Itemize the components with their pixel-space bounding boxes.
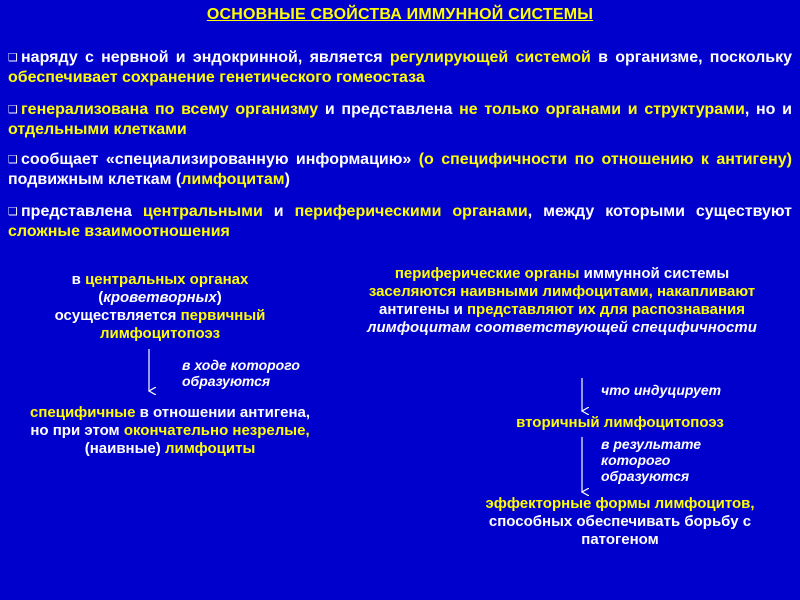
block-highlight: вторичный лимфоцитопоэз: [516, 414, 724, 431]
bullet-highlight: регулирующей системой: [389, 49, 591, 66]
bullet-text: наряду с нервной и эндокринной, является: [21, 49, 390, 66]
checkbox-bullet-icon: ❑: [8, 52, 18, 64]
left-transition-note: в ходе которого образуются: [182, 357, 300, 389]
block-highlight: окончательно незрелые,: [123, 422, 310, 439]
checkbox-bullet-icon: ❑: [8, 206, 18, 218]
bullet-highlight: (о специфичности по отношению к антигену): [418, 151, 793, 168]
block-highlight: представляют их для распознавания: [466, 301, 745, 318]
bullet-text: , между которыми существуют: [527, 203, 793, 220]
bullet-highlight: лимфоцитам: [181, 171, 285, 188]
block-highlight: центральных органах: [85, 271, 249, 288]
bullet-text: и представлена: [318, 101, 460, 118]
block-highlight: первичный лимфоцитопоэз: [99, 307, 266, 342]
bullet-text: представлена: [21, 203, 143, 220]
block-text: в: [71, 271, 86, 288]
block-text: антигены и: [378, 301, 467, 318]
block-italic: кроветворных: [103, 289, 217, 306]
checkbox-bullet-icon: ❑: [8, 104, 18, 116]
block-text: (: [98, 289, 104, 306]
bullet-text: сообщает «специализированную информацию»: [21, 151, 419, 168]
bullet-text: в организме, поскольку: [590, 49, 793, 66]
block-italic: лимфоцитам соответствующей специфичности: [367, 319, 757, 336]
bullet-text: , но и: [744, 101, 793, 118]
bullet-highlight: сложные взаимоотношения: [8, 223, 230, 240]
block-text: способных обеспечивать борьбу с патогеном: [488, 513, 752, 548]
block-text: в отношении антигена, но при этом: [30, 404, 311, 439]
block-highlight: заселяются наивными лимфоцитами, накапливают: [368, 283, 756, 300]
block-highlight: специфичные: [29, 404, 136, 421]
right-transition-note: что индуцирует: [601, 382, 722, 398]
bullet-highlight: генерализована по всему организму: [21, 101, 319, 118]
bullet-text: и: [262, 203, 295, 220]
bullet-text: ): [284, 171, 290, 188]
slide-title: ОСНОВНЫЕ СВОЙСТВА ИММУННОЙ СИСТЕМЫ: [206, 6, 594, 23]
block-text: ): [216, 289, 222, 306]
right-result-note: в результате которого образуются: [601, 436, 702, 484]
block-text: иммунной системы: [579, 265, 730, 282]
bullet-highlight: отдельными клетками: [8, 121, 187, 138]
bullet-highlight: центральными: [142, 203, 263, 220]
block-text: осуществляется: [54, 307, 181, 324]
block-text: (наивные): [84, 440, 165, 457]
bullet-highlight: не только органами и структурами: [459, 101, 745, 118]
bullet-highlight: периферическими органами: [294, 203, 528, 220]
block-highlight: эффекторные формы лимфоцитов,: [485, 495, 755, 512]
block-highlight: лимфоциты: [164, 440, 256, 457]
bullet-highlight: обеспечивает сохранение генетического гомеостаза: [8, 69, 425, 86]
checkbox-bullet-icon: ❑: [8, 154, 18, 166]
bullet-text: подвижным клеткам (: [8, 171, 182, 188]
block-highlight: периферические органы: [394, 265, 580, 282]
